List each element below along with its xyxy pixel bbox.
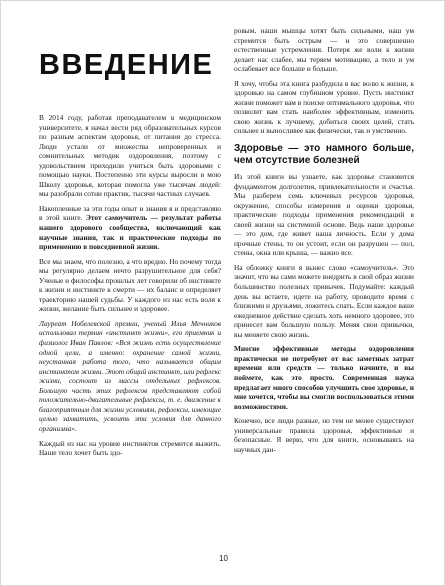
quote-paragraph: Лауреат Нобелевской премии, ученый Илья Мечников использовал термин «инстинкт жизни», его приемник и физиолог Иван Павлов: «Вся жизнь есть осуществление одной цели, а именно: охранение самой жизни, неустанная работа того, что называется общим инстинктом жизни. Этот общий инстинкт, или рефлекс жизни, состоит из массы отдельных рефлексов. Большую часть этих рефлексов представляют собой положительно-двигательные рефлексы, т. е. движение к благоприятным для жизни условиям, рефлексы, имеющие целью захватить, усвоить эти условия для данного организма». [39,318,221,433]
paragraph: ровым, наши мышцы хотят быть сильными, наш ум стремится быть острым — и это совершенно естественные устремления. Потеря же воли к жизни делает нас слабее, мы теряем мотивацию, а тело и ум ослабевает все больше и больше. [234,26,414,74]
paragraph: На обложку книги я вынес слово «самоучитель». Это значит, что вы сами можете внедрить в свой образ жизни большинство полезных привычек. Подумайте: каждый день вы встаете, идете на работу, проводите время с близкими и друзьями, ложитесь спать. Если каждое ваше ежедневное действие сделать хоть немного здоровее, это принесет вам большую пользу. Меняя свои привычки, вы меняете свою жизнь. [234,262,414,339]
page-number: 10 [219,554,228,563]
section-heading: Здоровье — это намного больше, чем отсутствие болезней [234,143,414,166]
paragraph: Конечно, все люди разные, но тем не менее существуют универсальные правила здоровья, эффективные и безопасные. Я верю, что для книги, основываясь на научных дан- [234,416,414,454]
paragraph: Каждый из нас на уровне инстинктов стремится выжить. Наше тело хочет быть здо- [39,438,221,458]
paragraph: В 2014 году, работая преподавателем в медицинском университете, я начал вести ряд образовательных курсов по разным аспектам здоровья, от питания до стресса. Люди устали от множества непроверенных и сомнительных методик оздоровления, поэтому с удовольствием приходили учиться быть здоровыми с помощью науки. Постепенно эти курсы выросли в мою Школу здоровья, которая помогла уже тысячам людей: мы разобрали сотни практик, тысячи частных случаев. [39,113,221,199]
page-title: ВВЕДЕНИЕ [39,49,214,81]
highlighted-text: Этот самоучитель — результат работы нашего здорового сообщества, включающий как научные знания, так и практические подходы по применению в повседневной жизни. [39,213,222,252]
right-column [234,26,414,459]
paragraph: Из этой книги вы узнаете, как здоровье становится фундаментом долголетия, привлекательности и счастья. Мы разберем семь ключевых ресурсов здоровья, окружение, способы измерения и оценки здоровья, практические подходы применения рекомендаций в своей жизни на системной основе. Ведь наше здоровье — это дом, где живет наша личность. Если у дома прочные стены, то он устоит, если он разрушен — пол, стены, окна или крыша, — важно все. [234,172,414,258]
paragraph [39,204,221,252]
paragraph: Все мы знаем, что полезно, а что вредно. Но почему тогда мы регулярно делаем нечто разрушительное для себя? Ученые и философы прошлых лет говорили об инстинкте к жизни и инстинкте к смерти — их баланс и определяет траекторию нашей судьбы. У каждого из нас есть воля к жизни, желание быть сильнее и здоровее. [39,256,221,314]
paragraph-text: Накопленные за эти годы опыт и знания я и представляю в этой книге. [39,203,221,223]
paragraph: Я хочу, чтобы эта книга разбудила в вас волю к жизни, к здоровью на самом глубинном уровне. Пусть инстинкт жизни поможет вам в поиске оптимального здоровья, что позволит вам стать наиболее эффективным, изменить свою жизнь к лучшему, добиться своих целей, стать сильнее и выносливее как физически, так и умственно. [234,78,414,136]
highlighted-paragraph: Многие эффективные методы оздоровления практически не потребуют от вас заметных затрат времени или средств — только начните, и вы поймете, как это просто. Современная наука предлагает много способов улучшить свое здоровье, и мне хочется, чтобы вы смогли воспользоваться этими возможностями. [234,344,414,411]
left-column [39,113,221,463]
